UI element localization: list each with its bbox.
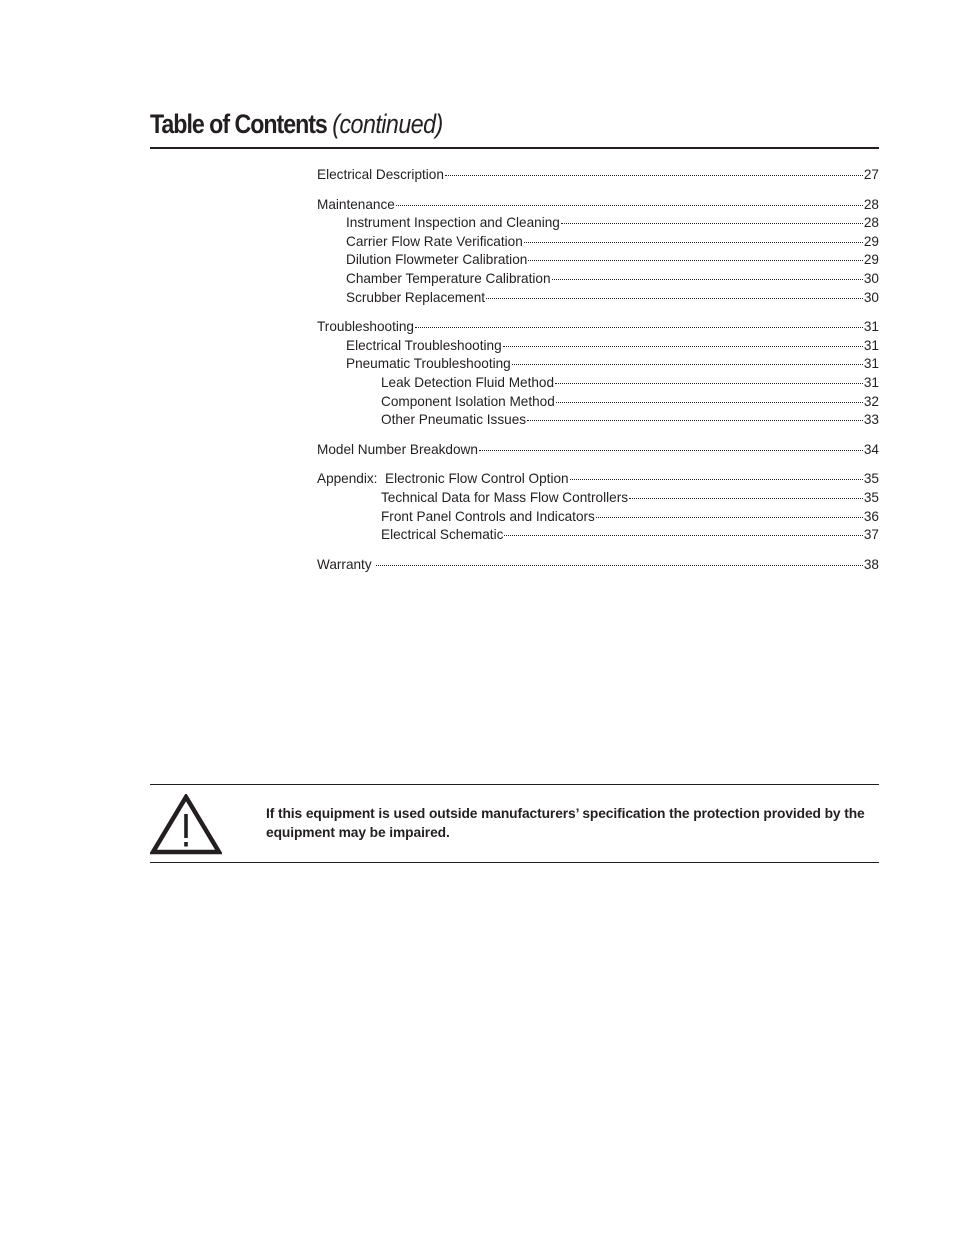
toc-dot-leader xyxy=(528,260,863,261)
toc-dot-leader xyxy=(415,327,863,328)
page-title-suffix: (continued) xyxy=(332,109,443,139)
warning-box xyxy=(150,784,879,863)
toc-entry-electrical-troubleshooting[interactable] xyxy=(317,337,879,356)
toc-entry-label: Electrical Schematic xyxy=(381,527,504,543)
toc-entry-page: 30 xyxy=(863,270,879,286)
toc-entry-component-isolation[interactable] xyxy=(317,393,879,412)
toc-entry-page: 33 xyxy=(863,412,879,428)
toc-entry-page: 34 xyxy=(863,441,879,457)
toc-entry-label: Model Number Breakdown xyxy=(317,441,478,457)
toc-group-troubleshooting xyxy=(317,318,879,430)
toc-entry-label: Component Isolation Method xyxy=(381,393,555,409)
toc-group-appendix xyxy=(317,470,879,544)
toc-entry-page: 29 xyxy=(863,233,879,249)
toc-dot-leader xyxy=(504,535,862,536)
toc-entry-page: 35 xyxy=(863,489,879,505)
toc-entry-page: 31 xyxy=(863,356,879,372)
toc-dot-leader xyxy=(570,479,863,480)
toc-entry-leak-detection[interactable] xyxy=(317,374,879,393)
toc-dot-leader xyxy=(629,498,863,499)
toc-entry-label: Instrument Inspection and Cleaning xyxy=(346,215,560,231)
toc-entry-label: Pneumatic Troubleshooting xyxy=(346,356,511,372)
toc-entry-label: Appendix: Electronic Flow Control Option xyxy=(317,471,569,487)
toc-entry-label: Other Pneumatic Issues xyxy=(381,412,527,428)
toc-dot-leader xyxy=(479,450,863,451)
toc-dot-leader xyxy=(552,279,863,280)
warning-text: If this equipment is used outside manufacturers’ specification the protection provided by the equipment may be impaired. xyxy=(266,806,865,840)
toc-dot-leader xyxy=(396,205,863,206)
toc-dot-leader xyxy=(376,565,862,566)
toc-entry-instrument-inspection[interactable] xyxy=(317,214,879,233)
toc-entry-technical-data[interactable] xyxy=(317,489,879,508)
toc-group-electrical-description xyxy=(317,166,879,185)
toc-entry-page: 35 xyxy=(863,471,879,487)
toc-entry-page: 27 xyxy=(863,167,879,182)
toc-entry-label: Maintenance xyxy=(317,196,395,212)
toc-dot-leader xyxy=(561,223,863,224)
page-title-main: Table of Contents xyxy=(150,109,327,139)
toc-dot-leader xyxy=(524,242,863,243)
toc-entry-carrier-flow-rate[interactable] xyxy=(317,233,879,252)
toc-entry-maintenance[interactable] xyxy=(317,196,879,215)
toc-entry-label: Leak Detection Fluid Method xyxy=(381,374,555,390)
toc-entry-other-pneumatic[interactable] xyxy=(317,411,879,430)
toc-entry-dilution-flowmeter[interactable] xyxy=(317,251,879,270)
toc-group-warranty xyxy=(317,556,879,575)
toc-entry-label: Dilution Flowmeter Calibration xyxy=(346,252,528,268)
title-rule xyxy=(150,147,879,149)
toc-group-model-number xyxy=(317,441,879,460)
toc-entry-page: 32 xyxy=(863,393,879,409)
toc-entry-pneumatic-troubleshooting[interactable] xyxy=(317,355,879,374)
toc-entry-label: Technical Data for Mass Flow Controllers xyxy=(381,489,629,505)
toc-entry-label: Carrier Flow Rate Verification xyxy=(346,233,523,249)
toc-entry-page: 31 xyxy=(863,337,879,353)
toc-entry-appendix[interactable] xyxy=(317,470,879,489)
toc-entry-page: 28 xyxy=(863,215,879,231)
toc-entry-page: 38 xyxy=(863,556,879,572)
toc-dot-leader xyxy=(503,346,863,347)
toc-dot-leader xyxy=(486,298,863,299)
toc-entry-label: Front Panel Controls and Indicators xyxy=(381,508,595,524)
page-title xyxy=(150,106,443,142)
toc-entry-page: 36 xyxy=(863,508,879,524)
toc-entry-page: 28 xyxy=(863,196,879,212)
toc-entry-page: 30 xyxy=(863,289,879,305)
toc-entry-page: 31 xyxy=(863,374,879,390)
toc-dot-leader xyxy=(556,402,863,403)
toc-entry-label: Chamber Temperature Calibration xyxy=(346,270,551,286)
toc-entry-page: 37 xyxy=(863,527,879,543)
toc-entry-label: Electrical Troubleshooting xyxy=(346,337,502,353)
toc-entry-warranty[interactable] xyxy=(317,556,879,575)
toc-entry-page: 29 xyxy=(863,252,879,268)
toc-entry-chamber-temperature[interactable] xyxy=(317,270,879,289)
toc-entry-label: Troubleshooting xyxy=(317,319,414,335)
toc-entry-page: 31 xyxy=(863,319,879,335)
toc-group-maintenance xyxy=(317,196,879,308)
toc-entry-label: Scrubber Replacement xyxy=(346,289,486,305)
toc-entry-front-panel[interactable] xyxy=(317,508,879,527)
warning-triangle-icon xyxy=(150,794,222,856)
toc-entry-troubleshooting[interactable] xyxy=(317,318,879,337)
toc-entry-model-number-breakdown[interactable] xyxy=(317,441,879,460)
toc-dot-leader xyxy=(445,175,863,176)
toc-entry-electrical-schematic[interactable] xyxy=(317,526,879,545)
toc-dot-leader xyxy=(512,364,863,365)
toc-entry-electrical-description[interactable] xyxy=(317,166,879,185)
toc-dot-leader xyxy=(555,383,863,384)
toc-dot-leader xyxy=(596,517,863,518)
toc-entry-label: Electrical Description xyxy=(317,167,444,182)
toc-dot-leader xyxy=(527,420,863,421)
table-of-contents xyxy=(317,166,879,585)
toc-entry-label: Warranty xyxy=(317,556,376,572)
toc-entry-scrubber-replacement[interactable] xyxy=(317,289,879,308)
